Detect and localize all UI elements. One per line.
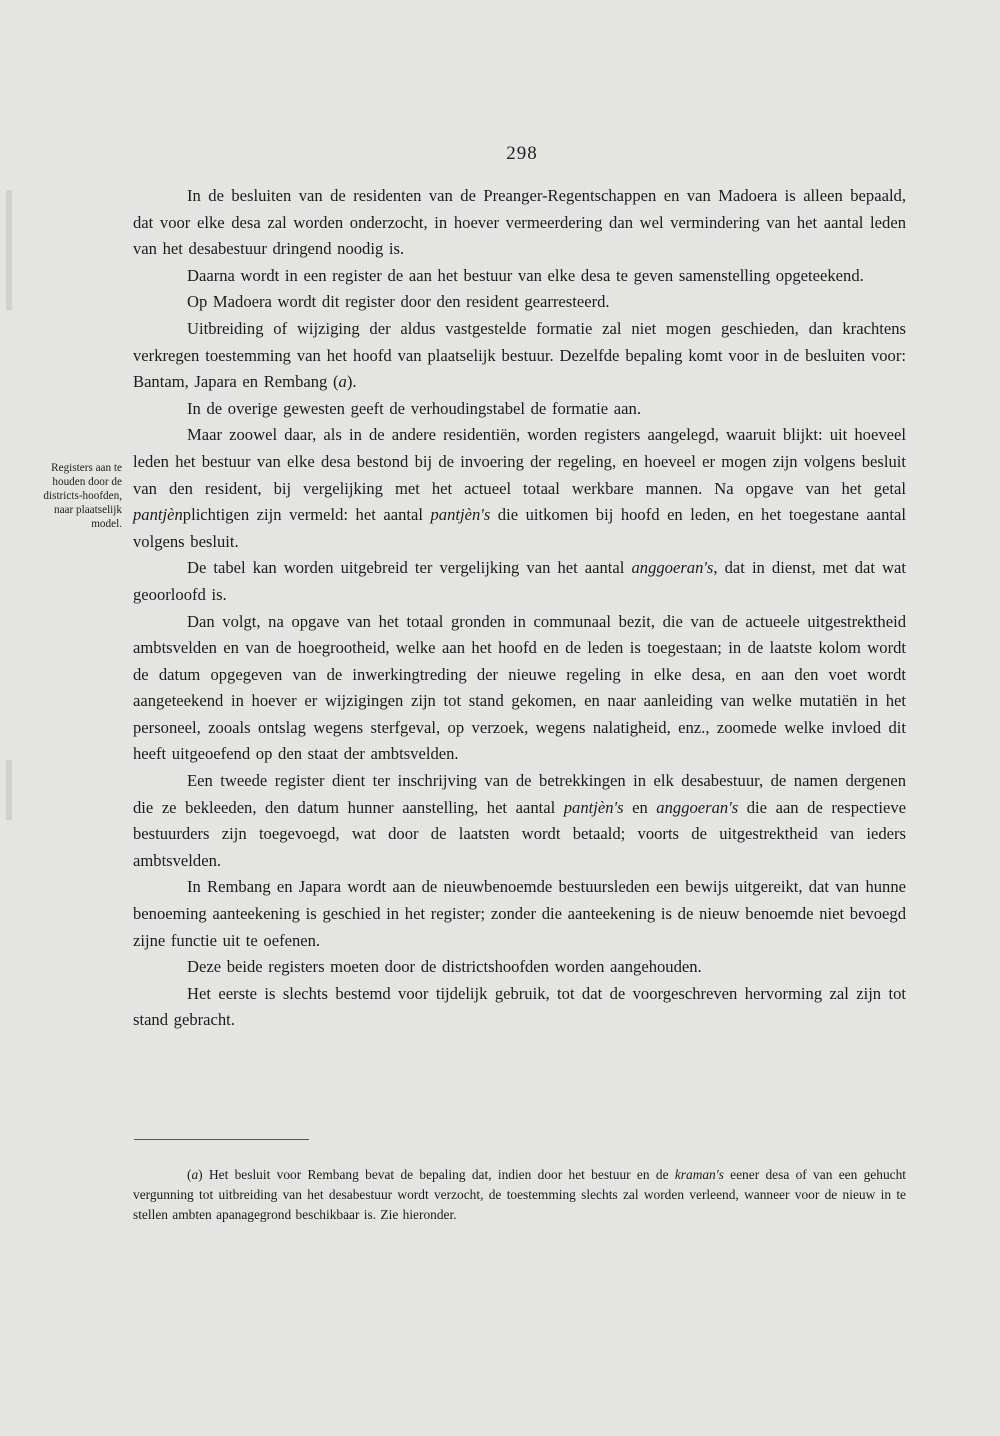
footnote-rule <box>134 1139 309 1140</box>
italic-term: pantjèn's <box>563 797 624 817</box>
paragraph <box>133 954 906 981</box>
paragraph <box>133 981 906 1034</box>
text-run: In Rembang en Japara wordt aan de nieuwbenoemde bestuursleden een bewijs uitgereikt, dat van hunne benoeming aanteekening is geschied in het register; zonder die aanteekening is de nieuw benoemde niet bevoegd zijne functie uit te oefenen. <box>133 877 906 950</box>
footnote <box>133 1165 906 1225</box>
text-run: Een tweede register dient ter inschrijving van de betrekkingen in elk desabestuur, de namen dergenen die ze bekleeden, den datum hunner aanstelling, het aantal <box>133 771 906 817</box>
text-run: ( <box>187 1167 192 1182</box>
paragraph <box>133 289 906 316</box>
paragraph <box>133 609 906 769</box>
paragraph <box>133 183 906 263</box>
italic-term: a <box>338 372 347 392</box>
scan-edge-shadow <box>6 760 12 820</box>
text-run: plichtigen zijn vermeld: het aantal <box>182 505 431 525</box>
text-run: In de overige gewesten geeft de verhoudingstabel de formatie aan. <box>187 398 641 418</box>
paragraph <box>133 263 906 290</box>
text-run: , dat in dienst, met dat wat geoorloofd is. <box>133 558 906 604</box>
text-run: ) Het besluit voor Rembang bevat de bepaling dat, indien door het bestuur en de <box>198 1167 675 1182</box>
text-run: en <box>623 797 657 817</box>
paragraph <box>133 768 906 874</box>
text-run: Daarna wordt in een register de aan het bestuur van elke desa te geven samenstelling opgeteekend. <box>187 265 864 285</box>
body-text <box>133 183 906 1034</box>
margin-note: Registers aan te houden door de districts-hoofden, naar plaatselijk model. <box>43 462 122 530</box>
text-run: ). <box>346 372 357 392</box>
text-run: Deze beide registers moeten door de districtshoofden worden aangehouden. <box>187 957 702 977</box>
text-run: De tabel kan worden uitgebreid ter vergelijking van het aantal <box>187 558 632 578</box>
italic-term: a <box>191 1167 199 1182</box>
page-number: 298 <box>506 143 538 164</box>
paragraph <box>133 555 906 608</box>
paragraph <box>133 874 906 954</box>
italic-term: pantjèn's <box>430 505 491 525</box>
text-run: Maar zoowel daar, als in de andere residentiën, worden registers aangelegd, waaruit blijkt: uit hoeveel leden het bestuur van elke desa bestond bij de invoering der regeling, en hoeveel er mogen zijn volgens besluit van den resident, bij vergelijking met het actueel totaal werkbare mannen. Na opgave van het getal <box>133 425 906 498</box>
paragraph <box>133 422 906 555</box>
italic-term: kraman's <box>674 1167 724 1182</box>
text-run: die aan de respectieve bestuurders zijn toegevoegd, wat door de laatsten wordt betaald; voorts de uitgestrektheid van ieders ambtsvelden. <box>133 797 906 870</box>
italic-term: anggoeran's <box>656 797 739 817</box>
text-run: die uitkomen bij hoofd en leden, en het toegestane aantal volgens besluit. <box>133 505 906 551</box>
paragraph <box>133 396 906 423</box>
italic-term: pantjèn <box>133 505 183 525</box>
text-run: Dan volgt, na opgave van het totaal gronden in communaal bezit, die van de actueele uitgestrektheid ambtsvelden en van de hoegrootheid, welke aan het hoofd en de leden is toegestaan; in de laatste kolom wordt de datum opgegeven van de inwerkingtreding der nieuwe regeling in elke desa, en aan den voet wordt aangeteekend in hoever er wijzigingen zijn tot stand gekomen, en naar aanleiding van welke mutatiën in het personeel, zooals ontslag wegens sterfgeval, op verzoek, wegens nalatigheid, enz., zoomede welke invloed dit heeft uitgeoefend op den staat der ambtsvelden. <box>133 611 906 764</box>
text-run: Het eerste is slechts bestemd voor tijdelijk gebruik, tot dat de voorgeschreven hervorming zal zijn tot stand gebracht. <box>133 983 906 1030</box>
text-run: In de besluiten van de residenten van de Preanger-Regentschappen en van Madoera is alleen bepaald, dat voor elke desa zal worden onderzocht, in hoever vermeerdering dan wel vermindering van het aantal leden van het desabestuur dringend noodig is. <box>133 186 906 259</box>
text-run: eener desa of van een gehucht vergunning tot uitbreiding van het desabestuur wordt verzocht, de toestemming slechts zal worden verleend, wanneer voor de nieuw in te stellen ambten apanagegrond beschikbaar is. Zie hieronder. <box>133 1167 906 1222</box>
italic-term: anggoeran's <box>631 558 714 578</box>
text-run: Op Madoera wordt dit register door den resident gearresteerd. <box>187 292 610 312</box>
text-run: Uitbreiding of wijziging der aldus vastgestelde formatie zal niet mogen geschieden, dan krachtens verkregen toestemming van het hoofd van plaatselijk bestuur. Dezelfde bepaling komt voor in de besluiten voor: Bantam, Japara en Rembang ( <box>133 318 906 392</box>
scan-edge-shadow <box>6 190 12 310</box>
paragraph <box>133 316 906 396</box>
footnote-text <box>133 1165 906 1225</box>
